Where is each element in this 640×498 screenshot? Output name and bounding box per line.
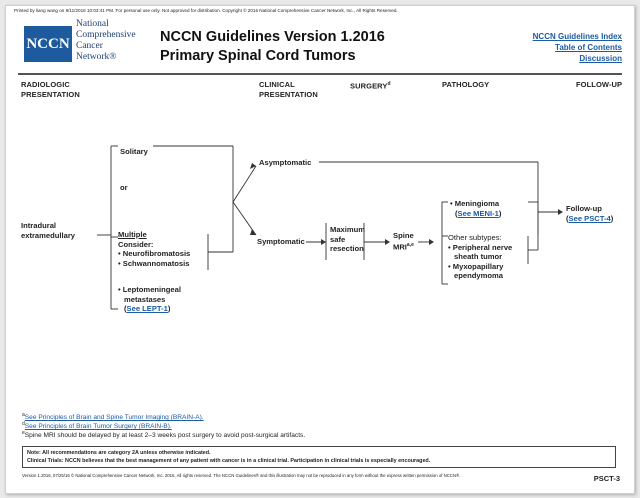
discussion-link[interactable]: Discussion [579, 54, 622, 63]
node-other-subtypes: Other subtypes: • Peripheral nerve sheath tumor • Myxopapillary ependymoma [448, 233, 513, 281]
node-intradural-extramedullary: Intradural extramedullary [21, 221, 76, 240]
guideline-page [5, 5, 635, 494]
node-solitary: Solitary [120, 147, 148, 156]
node-leptomeningeal: • Leptomeningeal metastases (See LEPT-1) [118, 285, 181, 314]
node-meningioma: • Meningioma (See MENI-1) [450, 199, 502, 218]
col-header-clinical: CLINICAL PRESENTATION [259, 80, 318, 99]
node-follow-up: Follow-up (See PSCT-4) [566, 204, 614, 223]
guidelines-index-link[interactable]: NCCN Guidelines Index [532, 32, 622, 41]
node-asymptomatic: Asymptomatic [259, 158, 312, 167]
page-id: PSCT-3 [593, 474, 620, 483]
pscst-4-link[interactable]: See PSCT-4 [568, 213, 611, 223]
node-symptomatic: Symptomatic [257, 237, 305, 246]
col-header-pathology: PATHOLOGY [442, 80, 490, 89]
page-title: NCCN Guidelines Version 1.2016 Primary Spinal Cord Tumors [160, 29, 385, 64]
meni-1-link[interactable]: See MENI-1 [457, 208, 499, 218]
print-notice: Printed by liang wang on 8/11/2016 10:03:41 PM. For personal use only. Not approved for distribution. Copyright © 2016 National Comprehensive Cancer Network, Inc., All Rights Reserved. [14, 8, 398, 13]
brain-b-link[interactable]: See Principles of Brain Tumor Surgery (BRAIN-B). [24, 423, 172, 431]
node-multiple: Multiple Consider: • Neurofibromatosis • Schwannomatosis [118, 230, 191, 268]
node-maximum-safe-resection: Maximum safe resection [330, 225, 366, 254]
node-spine-mri: Spine MRI$^{a,e}$ [393, 231, 414, 252]
version-copyright: Version 1.2016, 07/25/16 © National Comprehensive Cancer Network, Inc. 2016, All rights reserved. The NCCN Guidelines® and this illustration may not be reproduced in any form without the express written permission of NCCN®. [22, 473, 461, 478]
col-header-radiologic: RADIOLOGIC PRESENTATION [21, 80, 80, 99]
table-of-contents-link[interactable]: Table of Contents [555, 43, 622, 52]
node-or: or [120, 183, 128, 192]
col-header-surgery: SURGERY$^d$ [350, 81, 391, 91]
footnote-e: $^e$Spine MRI should be delayed by at least 2–3 weeks post surgery to avoid post-surgical artifacts. [22, 430, 306, 440]
col-header-followup: FOLLOW-UP [576, 80, 623, 89]
category-note-box: Note: All recommendations are category 2A unless otherwise indicated. Clinical Trials: NCCN believes that the best management of any patient with cancer is in a clinical trial. Participation in clinical trials is especially encouraged. [22, 446, 616, 468]
nccn-logo-text: National Comprehensive Cancer Network® [76, 19, 136, 62]
footnote-a: $^a$See Principles of Brain and Spine Tumor Imaging (BRAIN-A). [22, 412, 204, 422]
nccn-logo: NCCN [24, 26, 72, 62]
footnote-d: $^d$See Principles of Brain Tumor Surgery (BRAIN-B). [22, 421, 172, 431]
brain-a-link[interactable]: See Principles of Brain and Spine Tumor Imaging (BRAIN-A). [24, 414, 204, 422]
lept-1-link[interactable]: See LEPT-1 [126, 304, 168, 314]
